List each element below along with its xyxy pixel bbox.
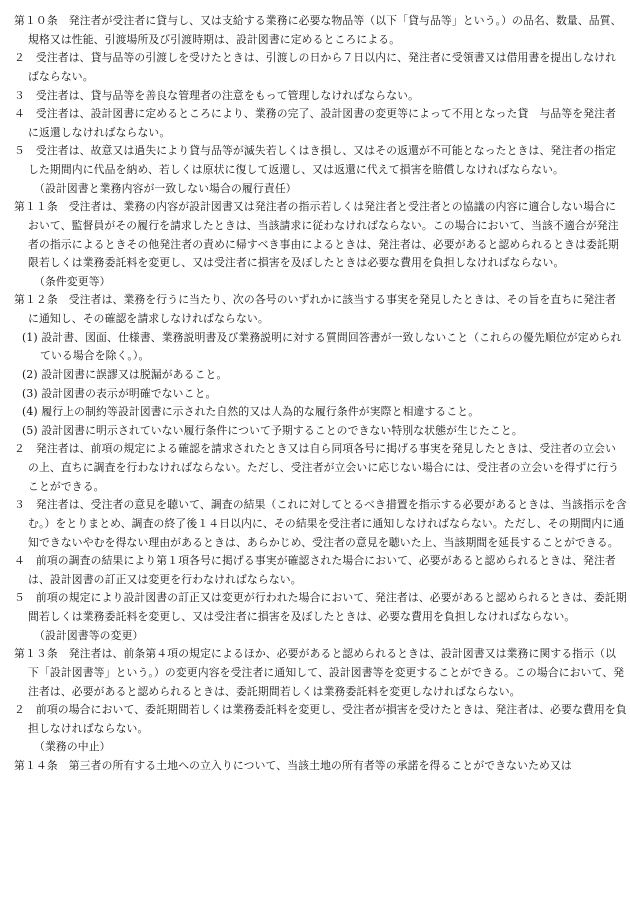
article-12-item-3: (3) 設計図書の表示が明確でないこと。 [22, 386, 217, 400]
article-13-heading: 第１３条 発注者は、前条第４項の規定によるほか、必要があると認められるときは、設計図書又は業務に関する指示（以下「設計図書等」という。）の変更内容を受注者に通知して、設計図書等を変更することができる。この場合において、発注者は、必要があると認められるときは、委託期間若しくは業務委託料を変更しなければならない。 [14, 647, 625, 698]
article-10-heading: 第１０条 発注者が受注者に貸与し、又は支給する業務に必要な物品等（以下「貸与品等」という。）の品名、数量、品質、規格又は性能、引渡場所及び引渡時期は、設計図書に定めるところによる。 [14, 14, 622, 46]
article-14-caption: （業務の中止） [34, 740, 111, 754]
article-10-para-3: ３ 受注者は、貸与品等を善良な管理者の注意をもって管理しなければならない。 [14, 88, 420, 102]
article-10-para-5: ５ 受注者は、故意又は過失により貸与品等が滅失若しくはき損し、又はその返還が不可能となったときは、発注者の指定した期間内に代品を納め、若しくは原状に復して返還し、又は返還に代えて損害を賠償しなければならない。 [14, 144, 617, 176]
article-12-caption: （条件変更等） [34, 274, 111, 288]
article-12-item-5: (5) 設計図書に明示されていない履行条件について予期することのできない特別な状態が生じたこと。 [22, 423, 523, 437]
article-12-heading: 第１２条 受注者は、業務を行うに当たり、次の各号のいずれかに該当する事実を発見したときは、その旨を直ちに発注者に通知し、その確認を請求しなければならない。 [14, 293, 617, 325]
article-12-para-5: ５ 前項の規定により設計図書の訂正又は変更が行われた場合において、発注者は、必要があると認められるときは、委託期間若しくは業務委託料を変更し、又は受注者に損害を及ぼしたときは、必要な費用を負担しなければならない。 [14, 591, 627, 623]
article-11-heading: 第１１条 受注者は、業務の内容が設計図書又は発注者の指示若しくは発注者と受注者との協議の内容に適合しない場合において、監督員がその履行を請求したときは、当該請求に従わなければならない。この場合において、当該不適合が発注者の指示によるときその他発注者の責めに帰すべき事由によるときは、発注者は、必要があると認められるときは委託期限若しくは業務委託料を変更し、又は受注者に損害を及ぼしたときは必要な費用を負担しなければならない。 [14, 200, 619, 270]
article-12-para-4: ４ 前項の調査の結果により第１項各号に掲げる事実が確認された場合において、必要があると認められるときは、発注者は、設計図書の訂正又は変更を行わなければならない。 [14, 554, 616, 586]
article-11-caption: （設計図書と業務内容が一致しない場合の履行責任） [34, 181, 297, 195]
article-13-caption: （設計図書等の変更） [34, 628, 144, 642]
article-12-para-3: ３ 発注者は、受注者の意見を聴いて、調査の結果（これに対してとるべき措置を指示する必要があるときは、当該指示を含む。）をとりまとめ、調査の終了後１４日以内に、その結果を受注者に通知しなければならない。ただし、その期間内に通知できないやむを得ない理由があるときは、あらかじめ、受注者の意見を聴いた上、当該期間を延長することができる。 [14, 498, 627, 549]
article-10-para-4: ４ 受注者は、設計図書に定めるところにより、業務の完了、設計図書の変更等によって不用となった貸 与品等を発注者に返還しなければならない。 [14, 107, 617, 139]
article-12-item-2: (2) 設計図書に誤謬又は脱漏があること。 [22, 367, 228, 381]
article-12-item-1: (1) 設計書、図面、仕様書、業務説明書及び業務説明に対する質問回答書が一致しないこと（これらの優先順位が定められている場合を除く。）。 [22, 330, 622, 363]
article-12-para-2: ２ 発注者は、前項の規定による確認を請求されたとき又は自ら同項各号に掲げる事実を発見したときは、受注者の立会いの上、直ちに調査を行わなければならない。ただし、受注者が立会いに応じない場合には、受注者の立会いを得ずに行うことができる。 [14, 442, 620, 493]
article-10-para-2: ２ 受注者は、貸与品等の引渡しを受けたときは、引渡しの日から７日以内に、発注者に受領書又は借用書を提出しなければならない。 [14, 51, 617, 83]
article-14-heading: 第１４条 第三者の所有する土地への立入りについて、当該土地の所有者等の承諾を得ることができないため又は [14, 759, 572, 772]
article-13-para-2: ２ 前項の場合において、委託期間若しくは業務委託料を変更し、受注者が損害を受けたときは、発注者は、必要な費用を負担しなければならない。 [14, 703, 627, 735]
article-12-item-4: (4) 履行上の制約等設計図書に示された自然的又は人為的な履行条件が実際と相違すること。 [22, 405, 480, 419]
